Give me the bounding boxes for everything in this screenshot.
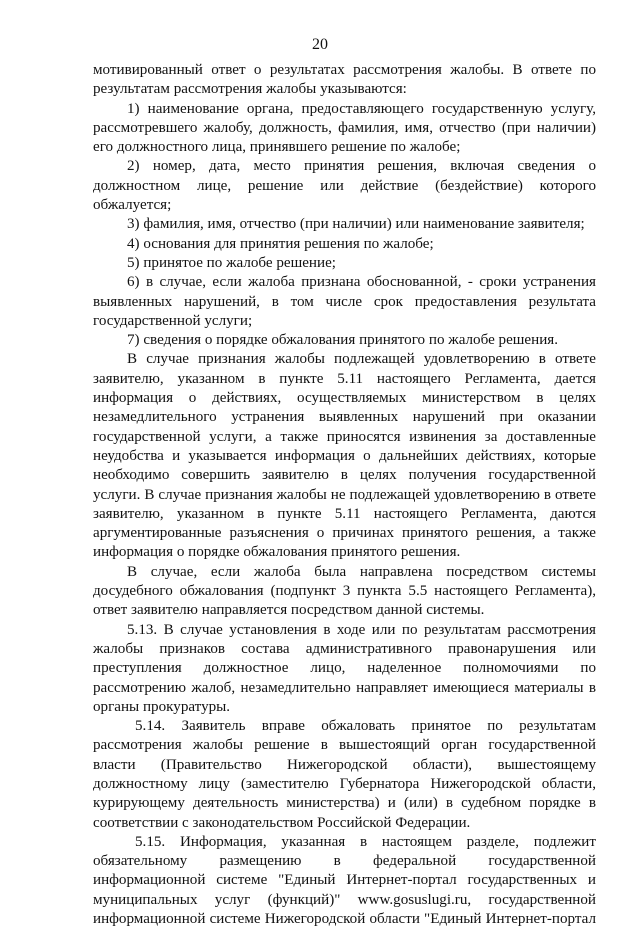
text-line: информация о действиях, осуществляемых министерством в целях [93,390,596,407]
text-line: заявителю, указанном в пункте 5.11 настоящего Регламента, дается [93,370,596,387]
text-line: ответ заявителю направляется посредством данной системы. [93,602,485,619]
text-line: заявителю, указанном в пункте 5.11 настоящего Регламента, даются [93,505,596,522]
text-line: 7) сведения о порядке обжалования принятого по жалобе решения. [127,332,558,349]
text-line: 1) наименование органа, предоставляющего государственную услугу, [127,100,596,117]
text-line: незамедлительного устранения выявленных нарушений при оказании [93,409,596,426]
text-line: преступления должностное лицо, наделенное полномочиями по [93,660,596,677]
text-line: власти (Правительство Нижегородской области), вышестоящему [93,756,596,773]
text-line: информационной системе "Единый Интернет-портал государственных и [93,872,596,889]
text-line: информационной системе Нижегородской области "Единый Интернет-портал [93,911,596,928]
text-line: аргументированные разъяснения о причинах принятого решения, а также [93,525,596,542]
text-line: неудобства и указывается информация о дальнейших действиях, которые [93,447,596,464]
text-line: 5.15. Информация, указанная в настоящем разделе, подлежит [135,833,596,850]
text-line: рассмотрению жалоб, незамедлительно направляет имеющиеся материалы в [93,679,596,696]
text-line: досудебного обжалования (подпункт 3 пункта 5.5 настоящего Регламента), [93,583,596,600]
text-line: выявленных нарушений, в том числе срок предоставления результата [93,293,596,310]
text-line: должностном лице, решение или действие (бездействие) которого [93,177,596,194]
text-line: 5.13. В случае установления в ходе или по результатам рассмотрения [127,621,596,638]
text-line: мотивированный ответ о результатах рассмотрения жалобы. В ответе по [93,62,596,78]
text-line: В случае, если жалоба была направлена посредством системы [127,563,596,580]
text-line: 5) принятое по жалобе решение; [127,254,336,271]
text-line: органы прокуратуры. [93,698,231,715]
text-line: курирующему деятельность министерства) и (или) в судебном порядке в [93,795,596,812]
text-line: 2) номер, дата, место принятия решения, включая сведения о [127,158,596,175]
text-line: необходимо совершить заявителю в целях получения государственной [93,467,596,484]
text-line: В случае признания жалобы подлежащей удовлетворению в ответе [127,351,596,368]
text-line: 5.14. Заявитель вправе обжаловать принятое по результатам [135,718,596,735]
text-line: обязательному размещению в федеральной государственной [93,853,596,870]
text-line: муниципальных услуг (функций)" www.gosuslugi.ru, государственной [93,891,596,908]
text-line: его должностного лица, принявшего решение по жалобе; [93,139,461,156]
text-line: обжалуется; [93,197,172,214]
text-line: государственной услуги, а также приносятся извинения за доставленные [93,428,596,445]
text-line: жалобы признаков состава административного правонарушения или [93,640,596,657]
text-line: соответствии с законодательством Российской Федерации. [93,814,471,831]
text-line: должностному лицу (заместителю Губернатора Нижегородской области, [93,775,596,792]
text-line: услуги. В случае признания жалобы не подлежащей удовлетворению в ответе [93,486,596,503]
text-line: 3) фамилия, имя, отчество (при наличии) или наименование заявителя; [127,216,585,233]
page-number: 20 [312,36,328,53]
text-line: государственной услуги; [93,312,253,329]
text-line: рассмотревшего жалобу, должность, фамилия, имя, отчество (при наличии) [93,119,596,136]
text-line: 4) основания для принятия решения по жалобе; [127,235,434,252]
text-line: 6) в случае, если жалоба признана обоснованной, - сроки устранения [127,274,596,291]
text-line: информация о порядке обжалования принятого решения. [93,544,461,561]
text-line: результатам рассмотрения жалобы указываются: [93,81,407,98]
text-line: рассмотрения жалобы решение в вышестоящий орган государственной [93,737,596,754]
body-text [93,61,596,929]
